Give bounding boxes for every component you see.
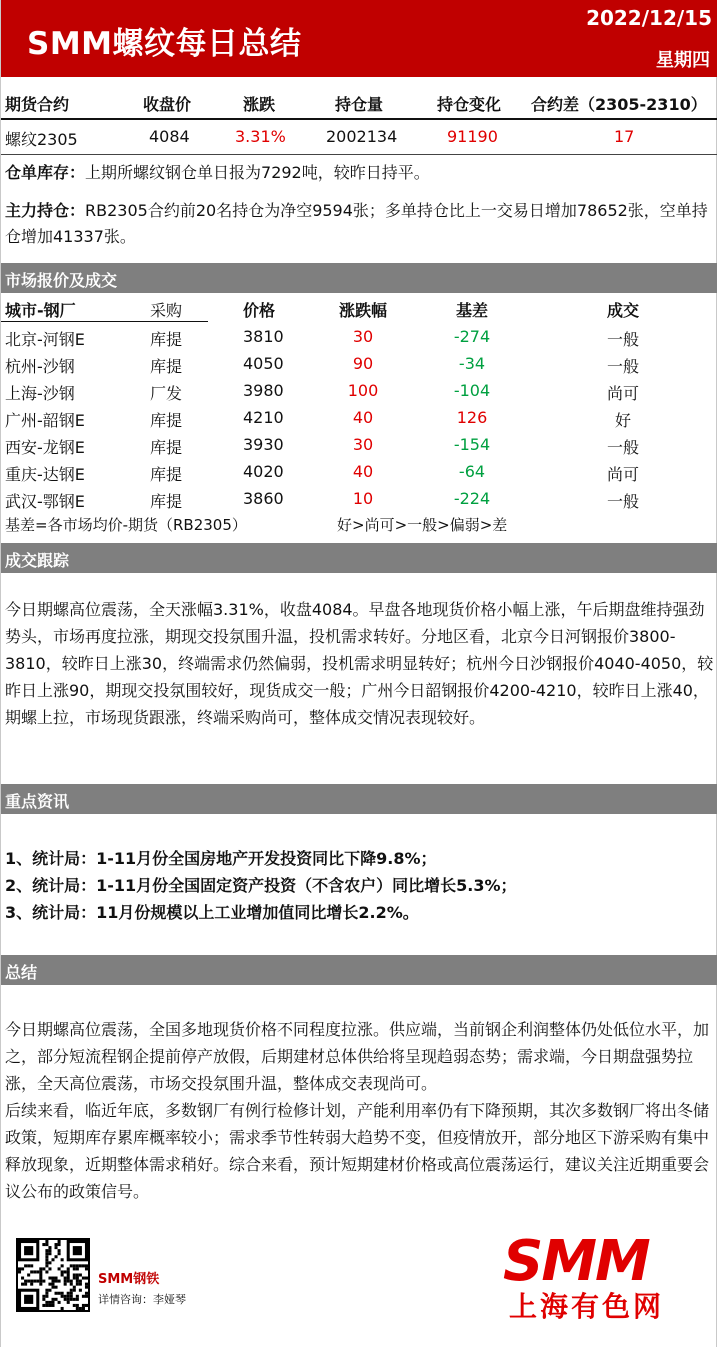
- market-row: [1, 378, 717, 405]
- qr-code-graphic: [18, 1240, 88, 1310]
- market-cell-basis: -104: [453, 381, 491, 400]
- market-cell-city: 武汉-鄂钢E: [5, 492, 85, 511]
- qr-code: [16, 1238, 90, 1312]
- col-city: 城市-钢厂: [5, 301, 76, 320]
- market-cell-city: 广州-韶钢E: [5, 411, 85, 430]
- smm-logo-text: SMM: [503, 1229, 649, 1294]
- market-row: [1, 432, 717, 459]
- report-date: 2022/12/15: [586, 6, 712, 30]
- section-bar-summary: 总结: [1, 955, 717, 985]
- col-spread: 合约差（2305-2310）: [531, 95, 707, 114]
- market-cell-purchase: 库提: [150, 330, 183, 349]
- warehouse-label: 仓单库存：: [5, 163, 86, 182]
- positions-paragraph: [5, 198, 713, 250]
- market-cell-deal: 一般: [606, 357, 640, 376]
- market-cell-price: 3810: [243, 327, 284, 346]
- market-cell-city: 上海-沙钢: [5, 384, 75, 403]
- market-cell-deal: 好: [614, 411, 632, 430]
- futures-close: 4084: [149, 127, 190, 146]
- market-cell-change: 10: [352, 489, 374, 508]
- market-row: [1, 486, 717, 513]
- col-contract: 期货合约: [5, 95, 70, 114]
- market-cell-price: 3930: [243, 435, 284, 454]
- col-price: 价格: [243, 301, 276, 320]
- summary-paragraph-1: 今日期螺高位震荡，全国多地现货价格不同程度拉涨。供应端，当前钢企利润整体仍处低位水平，加之，部分短流程钢企提前停产放假，后期建材总体供给将呈现趋弱态势；需求端，今日期盘强势拉涨，全天高位震荡，市场交投氛围升温，整体成交表现尚可。: [5, 1020, 710, 1093]
- market-cell-basis: -224: [453, 489, 491, 508]
- market-cell-price: 3980: [243, 381, 284, 400]
- warehouse-text: 上期所螺纹钢仓单日报为7292吨，较昨日持平。: [85, 163, 430, 182]
- market-cell-basis: -64: [458, 462, 486, 481]
- market-cell-change: 40: [352, 408, 374, 427]
- market-cell-city: 杭州-沙钢: [5, 357, 75, 376]
- tracking-text: 今日期螺高位震荡，全天涨幅3.31%，收盘4084。早盘各地现货价格小幅上涨，午后期盘维持强劲势头，市场再度拉涨，期现交投氛围升温，投机需求转好。分地区看，北京今日河钢报价3800-3810，较昨日上涨30，终端需求仍然偏弱，投机需求明显转好；杭州今日沙钢报价4040-4050，较昨日上涨90，期现交投氛围较好，现货成交一般；广州今日韶钢报价4200-4210，较昨日上涨40，期螺上拉，市场现货跟涨，终端采购尚可，整体成交情况表现较好。: [5, 600, 714, 727]
- market-cell-deal: 尚可: [606, 384, 640, 403]
- market-cell-purchase: 库提: [150, 492, 183, 511]
- warehouse-paragraph: [5, 160, 713, 186]
- news-list: [5, 845, 715, 926]
- section-bar-market: 市场报价及成交: [1, 263, 717, 293]
- col-deal: 成交: [606, 301, 640, 320]
- footer-contact: 详情咨询：李娅琴: [98, 1293, 186, 1306]
- col-change-range: 涨跌幅: [338, 301, 388, 320]
- market-cell-price: 3860: [243, 489, 284, 508]
- positions-text: RB2305合约前20名持仓为净空9594张；多单持仓比上一交易日增加78652张，空单持仓增加41337张。: [5, 201, 708, 246]
- futures-change: 3.31%: [235, 127, 286, 146]
- market-cell-purchase: 厂发: [150, 384, 183, 403]
- futures-spread: 17: [614, 127, 635, 146]
- news-item: 1、统计局：1-11月份全国房地产开发投资同比下降9.8%；: [5, 849, 437, 868]
- market-table: [1, 295, 717, 511]
- market-cell-basis: -154: [453, 435, 491, 454]
- futures-table: [1, 88, 717, 155]
- col-purchase: 采购: [150, 301, 183, 320]
- futures-contract: 螺纹2305: [5, 130, 78, 149]
- market-cell-basis: -274: [453, 327, 491, 346]
- market-cell-deal: 尚可: [606, 465, 640, 484]
- col-open-interest: 持仓量: [335, 95, 384, 114]
- market-cell-purchase: 库提: [150, 465, 183, 484]
- market-cell-basis: 126: [456, 408, 488, 427]
- market-cell-purchase: 库提: [150, 357, 183, 376]
- market-row: [1, 324, 717, 351]
- market-cell-city: 重庆-达钢E: [5, 465, 85, 484]
- futures-open-interest: 2002134: [326, 127, 398, 146]
- deal-scale-note: 好>尚可>一般>偏弱>差: [337, 516, 508, 534]
- market-cell-price: 4050: [243, 354, 284, 373]
- col-change: 涨跌: [243, 95, 276, 114]
- col-close: 收盘价: [143, 95, 192, 114]
- market-cell-deal: 一般: [606, 492, 640, 511]
- market-cell-change: 40: [352, 462, 374, 481]
- section-bar-tracking: 成交跟踪: [1, 543, 717, 573]
- market-cell-change: 30: [352, 327, 374, 346]
- market-cell-price: 4020: [243, 462, 284, 481]
- market-cell-deal: 一般: [606, 330, 640, 349]
- market-cell-price: 4210: [243, 408, 284, 427]
- col-basis: 基差: [455, 301, 489, 320]
- market-cell-basis: -34: [458, 354, 486, 373]
- smm-logo: [501, 1229, 711, 1323]
- futures-header-row: [1, 88, 717, 120]
- market-row: [1, 405, 717, 432]
- summary-paragraph-2: 后续来看，临近年底，多数钢厂有例行检修计划，产能利用率仍有下降预期，其次多数钢厂将出冬储政策，短期库存累库概率较小；需求季节性转弱大趋势不变，但疫情放开，部分地区下游采购有集中释放现象，近期整体需求稍好。综合来看，预计短期建材价格或高位震荡运行，建议关注近期重要会议公布的政策信号。: [5, 1101, 710, 1201]
- futures-oi-change: 91190: [447, 127, 498, 146]
- news-item: 3、统计局：11月份规模以上工业增加值同比增长2.2%。: [5, 903, 419, 922]
- section-bar-news: 重点资讯: [1, 784, 717, 814]
- market-cell-change: 100: [347, 381, 379, 400]
- market-header-row: [1, 295, 717, 323]
- basis-note: 基差=各市场均价-期货（RB2305）: [5, 516, 247, 534]
- footer-brand: SMM钢铁: [98, 1272, 160, 1287]
- news-item: 2、统计局：1-11月份全国固定资产投资（不含农户）同比增长5.3%；: [5, 876, 517, 895]
- col-oi-change: 持仓变化: [437, 95, 502, 114]
- market-rows: [1, 324, 717, 513]
- report-weekday: 星期四: [656, 50, 710, 71]
- header-banner: [1, 0, 717, 77]
- market-cell-city: 北京-河钢E: [5, 330, 85, 349]
- market-row: [1, 351, 717, 378]
- positions-label: 主力持仓：: [5, 201, 86, 220]
- market-cell-change: 30: [352, 435, 374, 454]
- smm-logo-cn: 上海有色网: [509, 1290, 665, 1323]
- market-row: [1, 459, 717, 486]
- summary-text: [5, 1016, 715, 1205]
- market-cell-purchase: 库提: [150, 411, 183, 430]
- market-header-underline: [1, 321, 208, 322]
- market-cell-purchase: 库提: [150, 438, 183, 457]
- market-cell-city: 西安-龙钢E: [5, 438, 85, 457]
- futures-data-row: [1, 120, 717, 155]
- market-cell-deal: 一般: [606, 438, 640, 457]
- market-cell-change: 90: [352, 354, 374, 373]
- report-title: SMM螺纹每日总结: [27, 26, 302, 62]
